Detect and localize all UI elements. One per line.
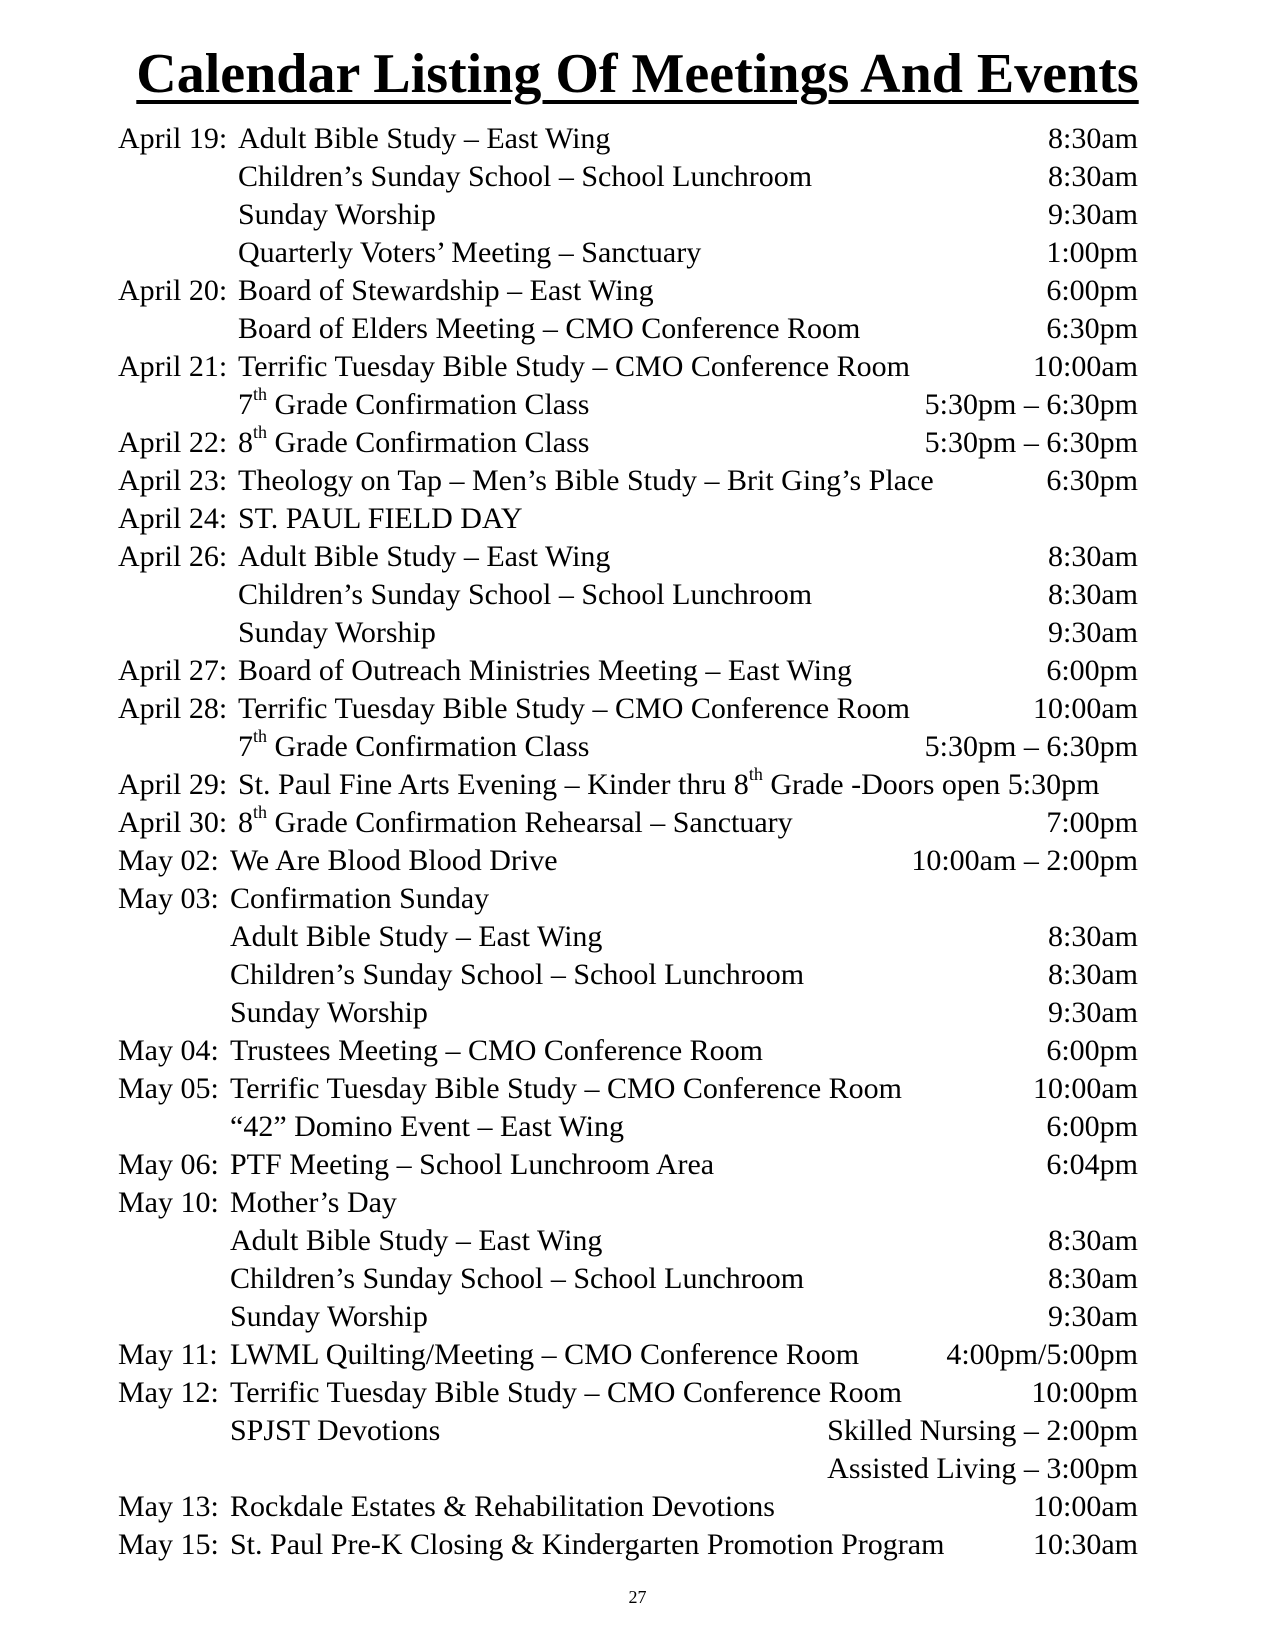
row-event: Adult Bible Study – East Wing (238, 122, 611, 155)
calendar-row (118, 1488, 1198, 1526)
row-event: Mother’s Day (230, 1186, 397, 1219)
calendar-row (118, 614, 1198, 652)
row-event: Adult Bible Study – East Wing (238, 540, 611, 573)
calendar-row (118, 196, 1198, 234)
row-time: 8:30am (1048, 578, 1138, 611)
calendar-row (118, 120, 1198, 158)
row-date: May 15: (118, 1528, 219, 1561)
row-event (238, 804, 793, 842)
row-event: Board of Outreach Ministries Meeting – East Wing (238, 654, 852, 687)
row-event-superscript: th (253, 726, 268, 746)
calendar-row (118, 994, 1198, 1032)
row-event-superscript: th (253, 384, 268, 404)
row-time: 8:30am (1048, 1262, 1138, 1295)
row-time: Skilled Nursing – 2:00pm (827, 1414, 1138, 1447)
calendar-row (118, 1374, 1198, 1412)
row-event: We Are Blood Blood Drive (230, 844, 558, 877)
row-event-prefix: 8 (238, 426, 253, 459)
row-time: 8:30am (1048, 958, 1138, 991)
row-time: 8:30am (1048, 122, 1138, 155)
row-event: Terrific Tuesday Bible Study – CMO Conference Room (238, 692, 910, 725)
row-event (238, 728, 589, 766)
calendar-row (118, 1412, 1198, 1450)
row-time: 10:30am (1033, 1528, 1138, 1561)
calendar-row (118, 1526, 1198, 1564)
calendar-row (118, 842, 1198, 880)
row-event: Children’s Sunday School – School Lunchroom (230, 1262, 805, 1295)
calendar-row (118, 576, 1198, 614)
row-event: Trustees Meeting – CMO Conference Room (230, 1034, 763, 1067)
row-date: May 10: (118, 1186, 219, 1219)
row-event (238, 766, 1099, 804)
row-date: April 29: (118, 768, 228, 801)
page-title (0, 40, 1275, 108)
row-date: April 19: (118, 122, 228, 155)
page-title-text: Calendar Listing Of Meetings And Events (136, 43, 1139, 105)
row-event (238, 386, 589, 424)
calendar-row (118, 690, 1198, 728)
row-event-text: Grade Confirmation Class (267, 730, 590, 763)
calendar-row (118, 348, 1198, 386)
calendar-row (118, 1184, 1198, 1222)
row-event-text: Grade -Doors open 5:30pm (762, 768, 1100, 801)
row-time: 8:30am (1048, 540, 1138, 573)
row-date: April 23: (118, 464, 228, 497)
row-event: Terrific Tuesday Bible Study – CMO Conference Room (230, 1376, 902, 1409)
row-time: 6:04pm (1046, 1148, 1138, 1181)
row-date: April 20: (118, 274, 228, 307)
calendar-row (118, 462, 1198, 500)
row-event: Terrific Tuesday Bible Study – CMO Conference Room (230, 1072, 902, 1105)
calendar-row (118, 880, 1198, 918)
row-event: Sunday Worship (238, 198, 436, 231)
row-time: 5:30pm – 6:30pm (924, 730, 1138, 763)
calendar-row (118, 1222, 1198, 1260)
row-date: May 06: (118, 1148, 219, 1181)
calendar-row (118, 766, 1198, 804)
row-time: 9:30am (1048, 198, 1138, 231)
calendar-row (118, 538, 1198, 576)
page-number: 27 (628, 1587, 647, 1607)
row-event-prefix: St. Paul Fine Arts Evening – Kinder thru 8 (238, 768, 749, 801)
calendar-row (118, 1146, 1198, 1184)
row-time: 10:00pm (1031, 1376, 1138, 1409)
calendar-row (118, 1260, 1198, 1298)
row-event: Terrific Tuesday Bible Study – CMO Conference Room (238, 350, 910, 383)
row-time: 6:30pm (1046, 464, 1138, 497)
row-time: 10:00am (1033, 692, 1138, 725)
calendar-row (118, 234, 1198, 272)
row-time: 9:30am (1048, 1300, 1138, 1333)
calendar-row (118, 918, 1198, 956)
calendar-row (118, 652, 1198, 690)
row-time: 7:00pm (1046, 806, 1138, 839)
row-time: 6:30pm (1046, 312, 1138, 345)
row-time: 1:00pm (1046, 236, 1138, 269)
row-time: 8:30am (1048, 920, 1138, 953)
row-time: 9:30am (1048, 996, 1138, 1029)
row-date: April 26: (118, 540, 228, 573)
row-event: Children’s Sunday School – School Lunchroom (238, 160, 813, 193)
row-event: Sunday Worship (230, 1300, 428, 1333)
row-date: April 30: (118, 806, 228, 839)
row-event-text: Grade Confirmation Class (267, 426, 590, 459)
row-time: 8:30am (1048, 1224, 1138, 1257)
calendar-row (118, 728, 1198, 766)
row-event: St. Paul Pre-K Closing & Kindergarten Promotion Program (230, 1528, 945, 1561)
calendar-row (118, 1298, 1198, 1336)
row-date: April 22: (118, 426, 228, 459)
row-event: Adult Bible Study – East Wing (230, 920, 603, 953)
row-time: 5:30pm – 6:30pm (924, 388, 1138, 421)
row-event: Children’s Sunday School – School Lunchroom (230, 958, 805, 991)
calendar-row (118, 272, 1198, 310)
row-time: 10:00am (1033, 1072, 1138, 1105)
row-event: Rockdale Estates & Rehabilitation Devotions (230, 1490, 775, 1523)
row-event: LWML Quilting/Meeting – CMO Conference Room (230, 1338, 860, 1371)
row-time: 4:00pm/5:00pm (946, 1338, 1138, 1371)
calendar-row (118, 386, 1198, 424)
row-event-prefix: 7 (238, 730, 253, 763)
row-event: Board of Stewardship – East Wing (238, 274, 654, 307)
row-event-superscript: th (253, 422, 268, 442)
calendar-row (118, 158, 1198, 196)
row-event (238, 424, 589, 462)
calendar-row (118, 1032, 1198, 1070)
row-date: May 11: (118, 1338, 218, 1371)
row-event: Children’s Sunday School – School Lunchroom (238, 578, 813, 611)
row-event-text: Grade Confirmation Class (267, 388, 590, 421)
row-event: PTF Meeting – School Lunchroom Area (230, 1148, 715, 1181)
row-date: May 05: (118, 1072, 219, 1105)
calendar-row (118, 310, 1198, 348)
row-time: 6:00pm (1046, 1034, 1138, 1067)
row-event: SPJST Devotions (230, 1414, 441, 1447)
row-date: May 03: (118, 882, 219, 915)
row-time: 10:00am – 2:00pm (911, 844, 1138, 877)
row-date: May 13: (118, 1490, 219, 1523)
row-time: 10:00am (1033, 1490, 1138, 1523)
calendar-row (118, 424, 1198, 462)
row-time: 9:30am (1048, 616, 1138, 649)
row-time: 6:00pm (1046, 1110, 1138, 1143)
row-date: April 24: (118, 502, 228, 535)
row-time: 6:00pm (1046, 274, 1138, 307)
row-event: Sunday Worship (238, 616, 436, 649)
row-time: 8:30am (1048, 160, 1138, 193)
row-event-text: Grade Confirmation Rehearsal – Sanctuary (267, 806, 793, 839)
row-date: April 27: (118, 654, 228, 687)
calendar-row (118, 804, 1198, 842)
row-time: 10:00am (1033, 350, 1138, 383)
row-event: ST. PAUL FIELD DAY (238, 502, 523, 535)
row-event: Theology on Tap – Men’s Bible Study – Brit Ging’s Place (238, 464, 934, 497)
row-event: Sunday Worship (230, 996, 428, 1029)
row-event: Confirmation Sunday (230, 882, 490, 915)
row-time: Assisted Living – 3:00pm (827, 1452, 1138, 1485)
calendar-row (118, 1450, 1198, 1488)
calendar-row (118, 1070, 1198, 1108)
row-event-superscript: th (253, 802, 268, 822)
row-date: May 12: (118, 1376, 219, 1409)
calendar-row (118, 956, 1198, 994)
row-event-superscript: th (748, 764, 763, 784)
row-event: Board of Elders Meeting – CMO Conference Room (238, 312, 861, 345)
row-event: “42” Domino Event – East Wing (230, 1110, 624, 1143)
row-time: 5:30pm – 6:30pm (924, 426, 1138, 459)
row-time: 6:00pm (1046, 654, 1138, 687)
row-event: Quarterly Voters’ Meeting – Sanctuary (238, 236, 702, 269)
row-date: April 21: (118, 350, 228, 383)
calendar-row (118, 500, 1198, 538)
row-date: May 04: (118, 1034, 219, 1067)
row-event-prefix: 7 (238, 388, 253, 421)
row-event: Adult Bible Study – East Wing (230, 1224, 603, 1257)
calendar-row (118, 1336, 1198, 1374)
calendar-row (118, 1108, 1198, 1146)
row-date: May 02: (118, 844, 219, 877)
row-event-prefix: 8 (238, 806, 253, 839)
row-date: April 28: (118, 692, 228, 725)
calendar-list (118, 120, 1198, 1564)
